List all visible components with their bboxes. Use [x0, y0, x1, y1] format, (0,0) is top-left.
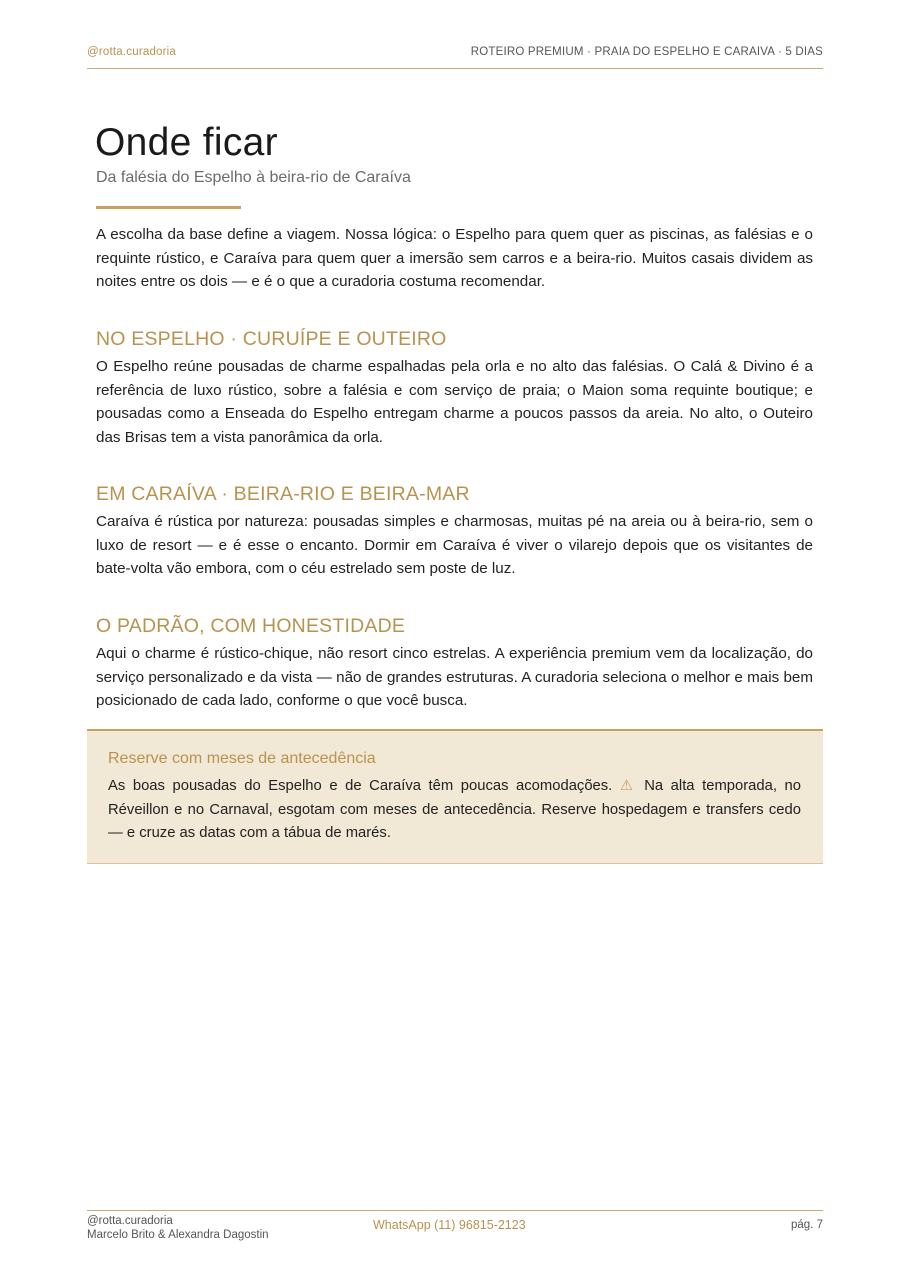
page-subtitle: Da falésia do Espelho à beira-rio de Caraíva — [96, 169, 411, 186]
section-text-padrao: Aqui o charme é rústico-chique, não resort cinco estrelas. A experiência premium vem da localização, do serviço personalizado e da vista — não de grandes estruturas. A curadoria seleciona o melhor e mais bem posicionado de cada lado, conforme o que você busca. — [96, 645, 813, 709]
reservation-callout — [87, 729, 823, 864]
footer-authors: Marcelo Brito & Alexandra Dagostin — [87, 1229, 269, 1241]
page-header — [87, 46, 823, 69]
page-number: pág. 7 — [791, 1219, 823, 1231]
callout-text-after: Na alta temporada, no Réveillon e no Carnaval, esgotam com meses de antecedência. Reserve hospedagem e transfers cedo — e cruze as datas com a tábua de marés. — [108, 778, 801, 841]
footer-whatsapp-contact: WhatsApp (11) 96815-2123 — [373, 1218, 526, 1232]
title-divider — [96, 206, 241, 209]
header-document-title: ROTEIRO PREMIUM · PRAIA DO ESPELHO E CARAIVA · 5 DIAS — [470, 46, 823, 58]
page-title: Onde ficar — [95, 121, 278, 164]
callout-text — [108, 775, 801, 846]
footer-brand: @rotta.curadoria — [87, 1215, 173, 1227]
header-brand: @rotta.curadoria — [87, 46, 177, 58]
warning-icon: ⚠ — [619, 778, 637, 794]
callout-text-before: As boas pousadas do Espelho e de Caraíva têm poucas acomodações. — [108, 778, 613, 794]
section-heading-caraiva: EM CARAÍVA · BEIRA-RIO E BEIRA-MAR — [96, 483, 470, 505]
intro-paragraph: A escolha da base define a viagem. Nossa lógica: o Espelho para quem quer as piscinas, as falésias e o requinte rústico, e Caraíva para quem quer a imersão sem carros e a beira-rio. Muitos casais dividem as noites entre os dois — e é o que a curadoria costuma recomendar. — [96, 226, 813, 290]
page-footer — [87, 1210, 823, 1251]
section-heading-espelho: NO ESPELHO · CURUÍPE E OUTEIRO — [96, 328, 447, 350]
callout-title: Reserve com meses de antecedência — [108, 750, 376, 767]
section-text-espelho: O Espelho reúne pousadas de charme espalhadas pela orla e no alto das falésias. O Calá & Divino é a referência de luxo rústico, sobre a falésia e com serviço de praia; o Maion soma requinte boutique; e pousadas como a Enseada do Espelho entregam charme a poucos passos da areia. No alto, o Outeiro das Brisas tem a vista panorâmica da orla. — [96, 358, 813, 446]
section-text-caraiva: Caraíva é rústica por natureza: pousadas simples e charmosas, muitas pé na areia ou à beira-rio, sem o luxo de resort — e é esse o encanto. Dormir em Caraíva é viver o vilarejo depois que os visitantes de bate-volta vão embora, com o céu estrelado sem poste de luz. — [96, 513, 813, 577]
section-heading-padrao: O PADRÃO, COM HONESTIDADE — [96, 615, 406, 637]
footer-credits — [87, 1214, 269, 1242]
